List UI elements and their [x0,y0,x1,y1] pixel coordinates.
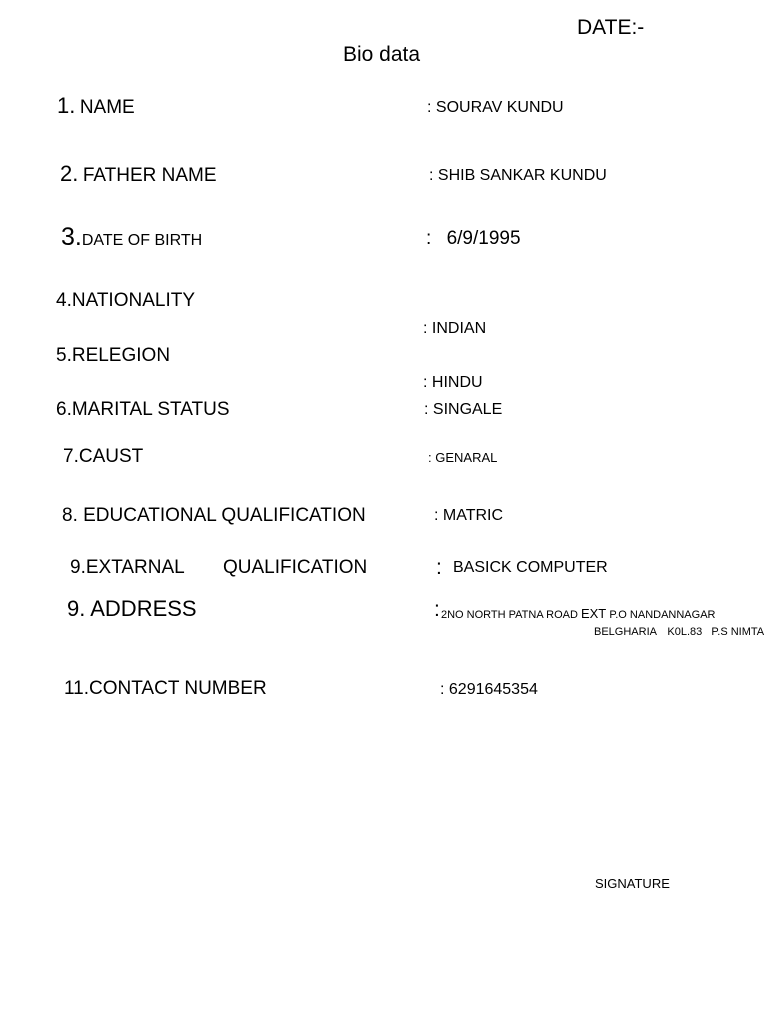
address-label: 9. ADDRESS [67,596,197,621]
address-line-2-b: K0L.83 [667,626,703,638]
external-value: BASICK COMPUTER [453,559,608,576]
address-line-1-b: EXT [580,606,607,621]
religion-label: 5.RELEGION [56,345,171,366]
dob-number: 3. [61,223,82,251]
father-name-label: FATHER NAME [82,165,217,186]
address-line-2-a: BELGHARIA [594,626,657,638]
address-line-1-a: 2NO NORTH PATNA ROAD [441,609,581,621]
dob-colon: : [426,228,432,249]
external-label-b: QUALIFICATION [223,557,368,578]
dob-value: 6/9/1995 [446,228,521,249]
father-name-number: 2. [60,161,79,186]
name-label: NAME [79,97,135,118]
education-label: 8. EDUCATIONAL QUALIFICATION [62,505,366,526]
dob-row-label [61,225,202,250]
signature-label: SIGNATURE [595,876,670,891]
caste-value: : GENARAL [428,450,498,465]
address-line-1 [441,607,715,621]
nationality-label: 4.NATIONALITY [56,290,196,311]
dob-value-row [426,229,521,248]
address-line-2 [594,627,764,638]
address-line-2-c: P.S NIMTA [711,626,765,638]
contact-label: 11.CONTACT NUMBER [64,678,267,699]
external-colon: : [436,556,442,579]
dob-label: DATE OF BIRTH [81,232,203,249]
marital-status-value: : SINGALE [424,401,503,418]
caste-label: 7.CAUST [63,446,144,467]
contact-value: : 6291645354 [440,681,538,698]
external-label-a: 9.EXTARNAL [70,557,185,578]
name-number: 1. [57,93,76,118]
name-value: : SOURAV KUNDU [427,99,564,116]
name-row-label [57,95,135,117]
education-value: : MATRIC [434,507,504,524]
address-colon: : [434,598,440,621]
date-label: DATE:- [577,16,645,39]
address-line-1-c: P.O NANDANNAGAR [606,609,716,621]
religion-value: : HINDU [423,374,483,391]
marital-status-label: 6.MARITAL STATUS [56,399,230,420]
nationality-value: : INDIAN [423,320,487,337]
page-title: Bio data [343,43,421,66]
father-name-row-label [60,163,217,185]
father-name-value: : SHIB SANKAR KUNDU [429,167,607,184]
